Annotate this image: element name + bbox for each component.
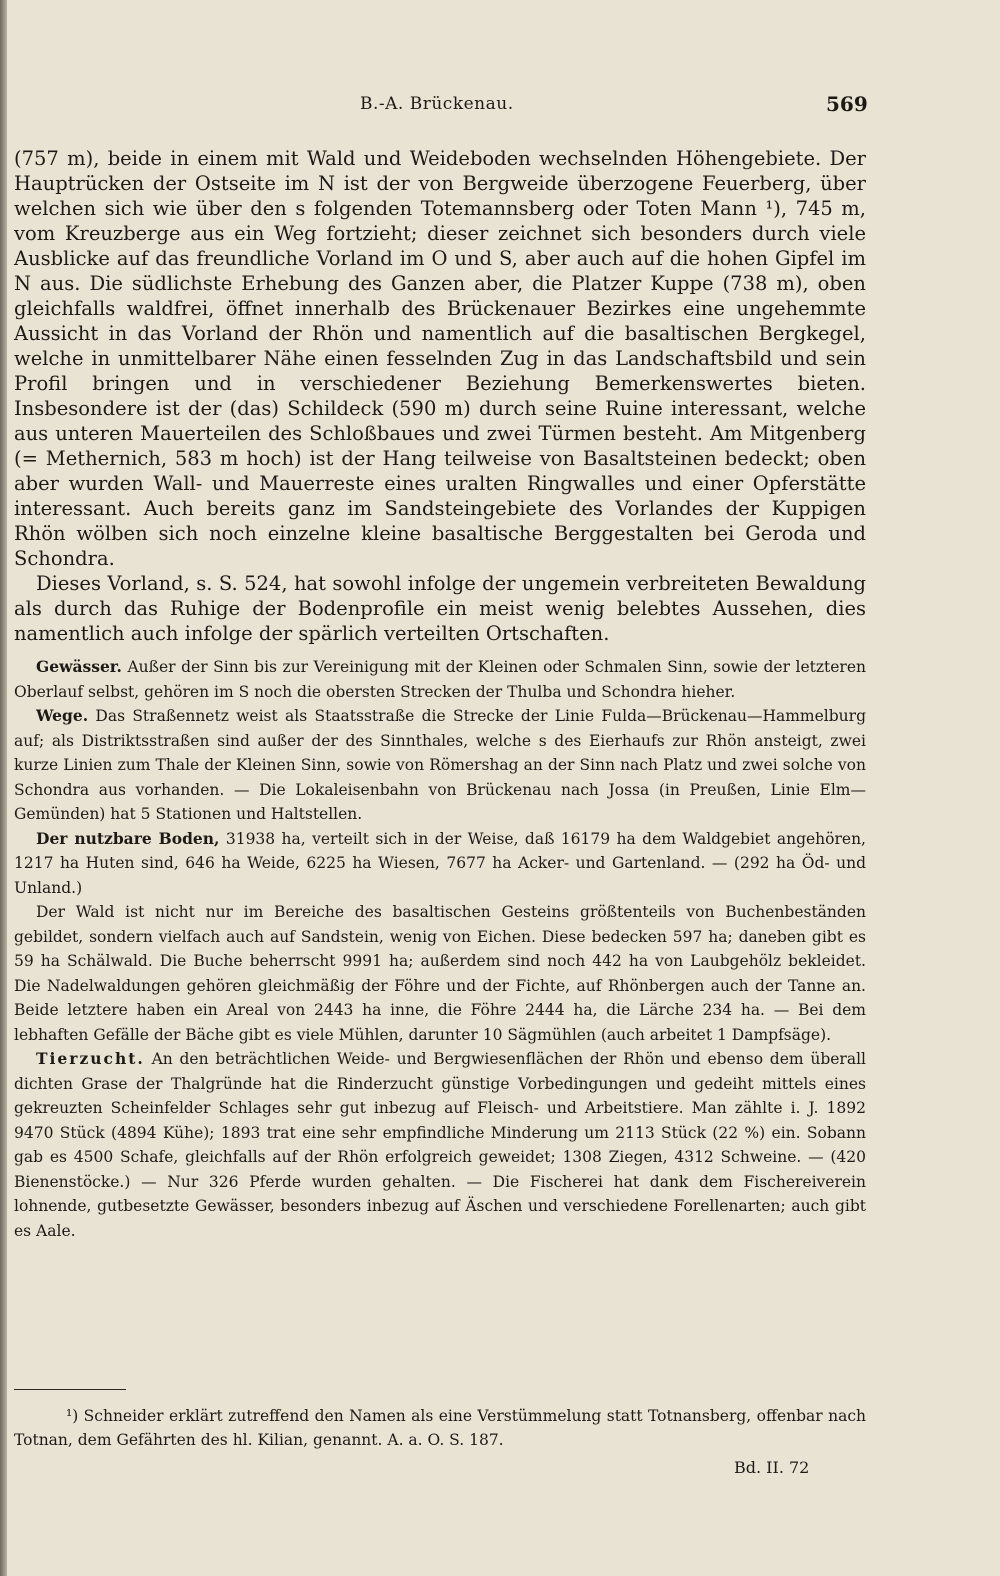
section-gewaesser [14,655,866,704]
section-text: Außer der Sinn bis zur Vereinigung mit der Kleinen oder Schmalen Sinn, sowie der letzteren Oberlauf selbst, gehören im S noch die obersten Strecken der Thulba und Schondra hieher. [14,658,866,701]
footnote: ¹) Schneider erklärt zutreffend den Namen als eine Verstümmelung statt Totnansberg, offenbar nach Totnan, dem Gefährten des hl. Kilian, genannt. A. a. O. S. 187. [14,1407,866,1449]
section-boden [14,827,866,901]
running-head [0,94,1000,124]
section-heading: Gewässer. [36,657,122,676]
page-spine-shadow [0,0,7,1576]
body-text [14,146,866,1243]
section-wald [14,900,866,1047]
paragraph-vorland: Dieses Vorland, s. S. 524, hat sowohl infolge der ungemein verbreiteten Bewaldung als durch das Ruhige der Bodenprofile ein meist wenig belebtes Aussehen, dies namentlich auch infolge der spärlich verteilten Ortschaften. [14,572,866,645]
footnote-rule [14,1389,126,1390]
section-text: 31938 ha, verteilt sich in der Weise, daß 16179 ha dem Waldgebiet angehören, 1217 ha Huten sind, 646 ha Weide, 6225 ha Wiesen, 7677 ha Acker- und Gartenland. — (292 ha Öd- und Unland.) [14,829,866,897]
section-gap [14,646,866,655]
section-heading: Der nutzbare Boden, [36,828,220,848]
section-heading: Wege. [36,706,89,725]
running-title: B.-A. Brückenau. [360,94,514,114]
section-wege [14,704,866,827]
signature-mark: Bd. II. 72 [734,1458,810,1477]
paragraph-hauptruecken: (757 m), beide in einem mit Wald und Weideboden wechselnden Höhengebiete. Der Hauptrücken der Ostseite im N ist der von Bergweide überzogene Feuerberg, über welchen sich wie über den s folgenden Totemannsberg oder Toten Mann ¹), 745 m, vom Kreuzberge aus ein Weg fortzieht; dieser zeichnet sich besonders durch viele Ausblicke auf das freundliche Vorland im O und S, aber auch auf die hohen Gipfel im N aus. Die südlichste Erhebung des Ganzen aber, die Platzer Kuppe (738 m), oben gleichfalls waldfrei, öffnet innerhalb des Brückenauer Bezirkes eine ungehemmte Aussicht in das Vorland der Rhön und namentlich auf die basaltischen Bergkegel, welche in unmittelbarer Nähe einen fesselnden Zug in das Landschaftsbild und sein Profil bringen und in verschiedener Beziehung Bemerkenswertes bieten. Insbesondere ist der (das) Schildeck (590 m) durch seine Ruine interessant, welche aus unteren Mauerteilen des Schloßbaues und zwei Türmen besteht. Am Mitgenberg (= Methernich, 583 m hoch) ist der Hang teilweise von Basaltsteinen bedeckt; oben aber wurden Wall- und Mauerreste eines uralten Ringwalles und einer Opferstätte interessant. Auch bereits ganz im Sandsteingebiete des Vorlandes der Kuppigen Rhön wölben sich noch einzelne kleine basaltische Berggestalten bei Geroda und Schondra. [14,147,866,570]
section-text: An den beträchtlichen Weide- und Bergwiesenflächen der Rhön und ebenso dem überall dichten Grase der Thalgründe hat die Rinderzucht günstige Vorbedingungen und gedeiht mittels eines gekreuzten Scheinfelder Schlages sehr gut inbezug auf Fleisch- und Arbeitstiere. Man zählte i. J. 1892 9470 Stück (4894 Kühe); 1893 trat eine sehr empfindliche Minderung um 2113 Stück (22 %) ein. Sobann gab es 4500 Schafe, gleichfalls auf der Rhön erfolgreich geweidet; 1308 Ziegen, 4312 Schweine. — (420 Bienenstöcke.) — Nur 326 Pferde wurden gehalten. — Die Fischerei hat dank dem Fischereiverein lohnende, gutbesetzte Gewässer, besonders inbezug auf Äschen und verschiedene Forellenarten; auch gibt es Aale. [14,1050,866,1240]
section-text: Der Wald ist nicht nur im Bereiche des basaltischen Gesteins größtenteils von Buchenbeständen gebildet, sondern vielfach auch auf Sandstein, wenig von Eichen. Diese bedecken 597 ha; daneben gibt es 59 ha Schälwald. Die Buche beherrscht 9991 ha; außerdem sind noch 442 ha von Laubgehölz bekleidet. Die Nadelwaldungen gehören gleichmäßig der Föhre und der Fichte, auf Rhönbergen auch der Tanne an. Beide letztere haben ein Areal von 2443 ha inne, die Föhre 2444 ha, die Lärche 234 ha. — Bei dem lebhaften Gefälle der Bäche gibt es viele Mühlen, darunter 10 Sägmühlen (auch arbeitet 1 Dampfsäge). [14,903,866,1044]
section-tierzucht [14,1047,866,1243]
section-heading: Tierzucht. [36,1049,145,1068]
page-number: 569 [826,92,868,116]
section-text: Das Straßennetz weist als Staatsstraße die Strecke der Linie Fulda—Brückenau—Hammelburg auf; als Distriktsstraßen sind außer der des Sinnthales, welche s des Eierhaufs zur Rhön ansteigt, zwei kurze Linien zum Thale der Kleinen Sinn, sowie von Römershag an der Sinn nach Platz und zwei solche von Schondra aus vorhanden. — Die Lokaleisenbahn von Brückenau nach Jossa (in Preußen, Linie Elm—Gemünden) hat 5 Stationen und Haltstellen. [14,707,866,823]
